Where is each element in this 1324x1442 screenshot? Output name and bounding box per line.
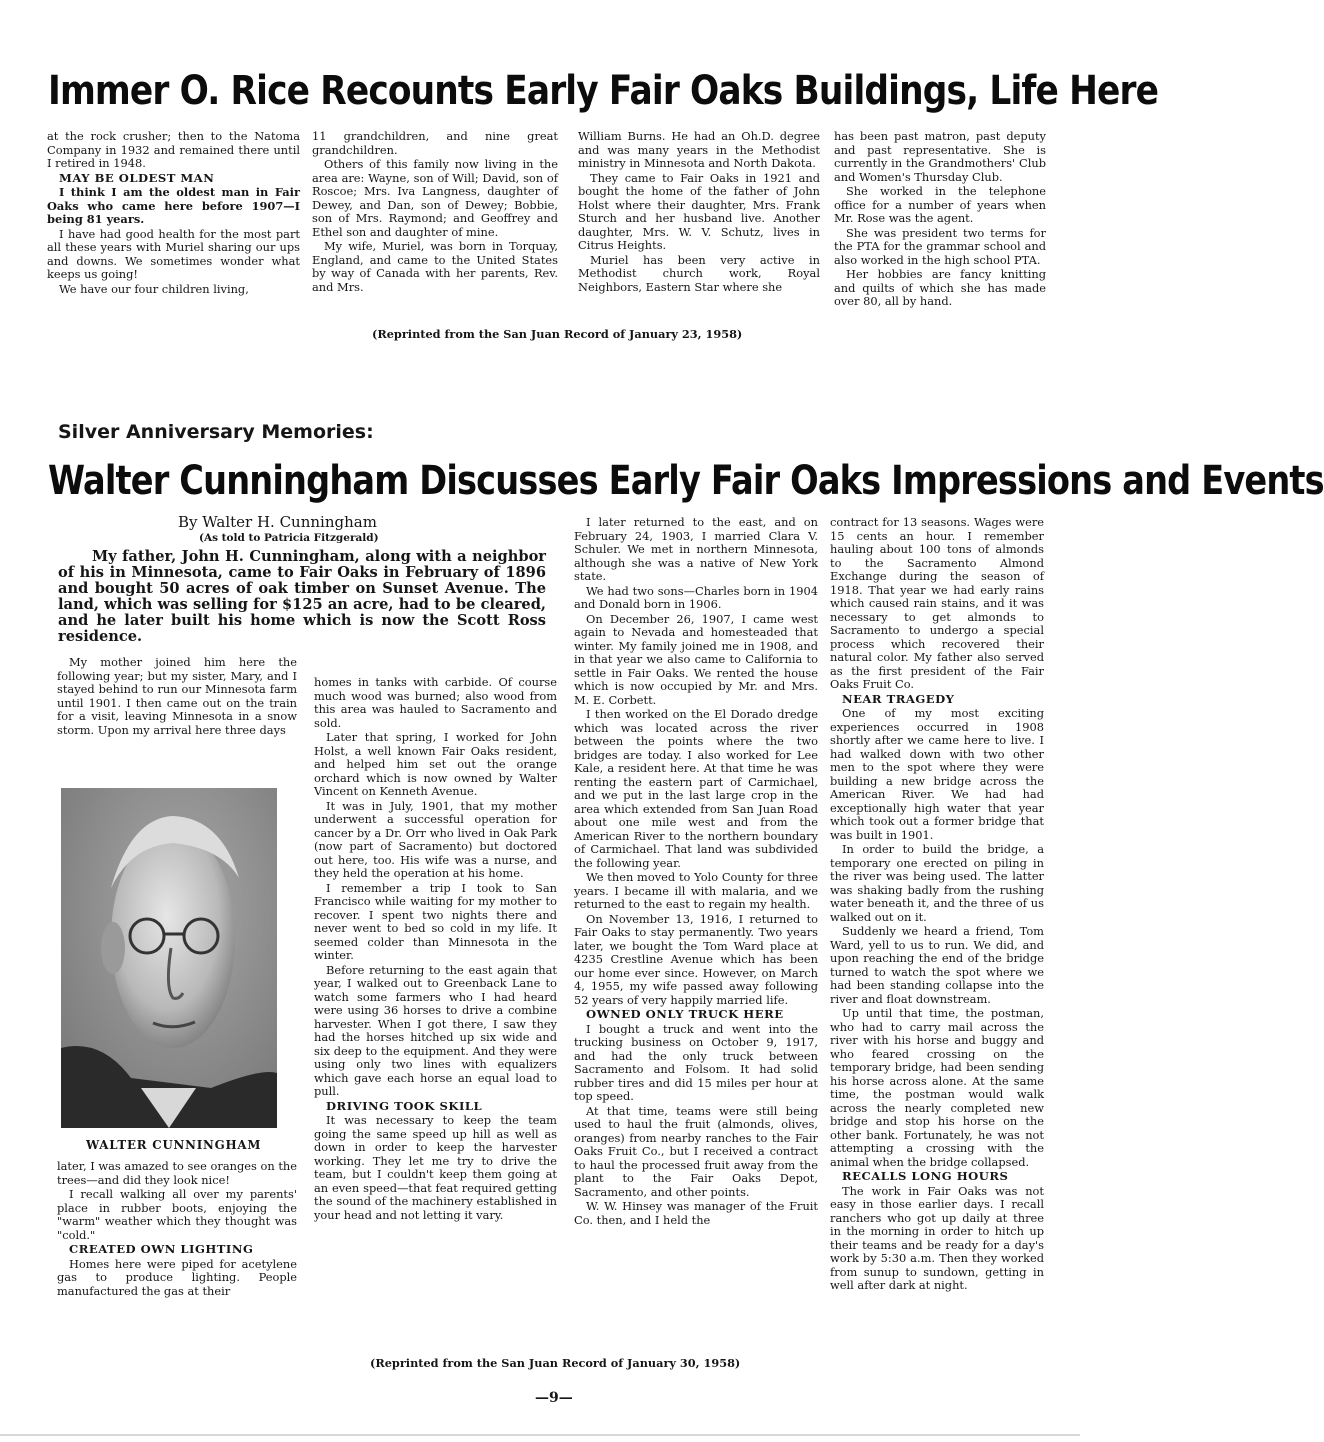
portrait-illustration — [61, 788, 277, 1128]
byline: By Walter H. Cunningham — [178, 513, 377, 531]
paragraph: She worked in the telephone office for a number of years when Mr. Rose was the agent. — [834, 184, 1046, 225]
paragraph: Suddenly we heard a friend, Tom Ward, yell to us to run. We did, and upon reaching the end of the bridge turned to watch the spot where we had been standing collapse into the river and float downstream. — [830, 924, 1044, 1006]
article2-column-2 — [314, 676, 557, 1223]
paragraph: at the rock crusher; then to the Natoma Company in 1932 and remained there until I retired in 1948. — [47, 129, 300, 170]
paragraph: She was president two terms for the PTA for the grammar school and also worked in the high school PTA. — [834, 225, 1046, 267]
paragraph: Before returning to the east again that year, I walked out to Greenback Lane to watch some farmers who I had heard were using 36 horses to drive a combine harvester. When I got there, I saw they had the horses hitched up six wide and six deep to the equipment. And they were using only two lines with equalizers which gave each horse an equal load to pull. — [314, 962, 557, 1098]
paragraph: At that time, teams were still being used to haul the fruit (almonds, olives, oranges) from nearby ranches to the Fair Oaks Fruit Co., but I received a contract to haul the processed fruit away from the plant to the Fair Oaks Depot, Sacramento, and other points. — [574, 1103, 818, 1199]
paragraph: We then moved to Yolo County for three years. I became ill with malaria, and we returned to the east to regain my health. — [574, 870, 818, 911]
subhead: NEAR TRAGEDY — [842, 691, 955, 706]
paragraph: Homes here were piped for acetylene gas to produce lighting. People manufactured the gas at their — [57, 1256, 297, 1298]
paragraph: I recall walking all over my parents' place in rubber boots, enjoying the "warm" weather which they thought was "cold." — [57, 1187, 297, 1242]
paragraph: I later returned to the east, and on February 24, 1903, I married Clara V. Schuler. We met in northern Minnesota, although she was a native of New York state. — [574, 515, 818, 583]
article1-column-2 — [312, 130, 558, 295]
paragraph: I remember a trip I took to San Francisco while waiting for my mother to recover. I spent two nights there and never went to bed so cold in my life. It seemed colder than Minnesota in the winter. — [314, 880, 557, 962]
scan-edge-divider — [0, 1434, 1080, 1436]
subhead: OWNED ONLY TRUCK HERE — [586, 1007, 784, 1021]
subhead: CREATED OWN LIGHTING — [69, 1242, 254, 1256]
article1-reprint-credit: (Reprinted from the San Juan Record of January 23, 1958) — [372, 327, 743, 341]
paragraph: later, I was amazed to see oranges on the trees—and did they look nice! — [57, 1159, 297, 1187]
article1-headline: Immer O. Rice Recounts Early Fair Oaks Buildings, Life Here — [48, 68, 1159, 114]
paragraph: In order to build the bridge, a temporary one erected on piling in the river was being used. The latter was shaking badly from the rushing water beneath it, and the three of us walked out on it. — [830, 842, 1044, 924]
paragraph: contract for 13 seasons. Wages were 15 cents an hour. I remember hauling about 100 tons of almonds to the Sacramento Almond Exchange during the season of 1918. That year we had early rains which caused rain stains, and it was necessary to get almonds to Sacramento to undergo a special process which recovered their natural color. My father also served as the first president of the Fair Oaks Fruit Co. — [830, 515, 1044, 691]
paragraph: Later that spring, I worked for John Holst, a well known Fair Oaks resident, and helped him set out the orange orchard which is now owned by Walter Vincent on Kenneth Avenue. — [314, 730, 557, 798]
page-number: —9— — [535, 1390, 573, 1406]
article2-kicker: Silver Anniversary Memories: — [58, 421, 374, 443]
article2-reprint-credit: (Reprinted from the San Juan Record of January 30, 1958) — [370, 1356, 741, 1370]
paragraph: W. W. Hinsey was manager of the Fruit Co. then, and I held the — [574, 1199, 818, 1227]
paragraph: has been past matron, past deputy and past representative. She is currently in the Grandmothers' Club and Women's Thursday Club. — [834, 129, 1046, 184]
paragraph: 11 grandchildren, and nine great grandchildren. — [312, 129, 558, 157]
paragraph: Others of this family now living in the area are: Wayne, son of Will; David, son of Roscoe; Mrs. Iva Langness, daughter of Dewey, and Dan, son of Dewey; Bobbie, son of Mrs. Raymond; and Geoffrey and Ethel son and daughter of mine. — [312, 157, 558, 239]
paragraph: Muriel has been very active in Methodist church work, Royal Neighbors, Eastern Star where she — [578, 252, 820, 294]
article2-column-4 — [830, 516, 1044, 1294]
paragraph: Her hobbies are fancy knitting and quilts of which she has made over 80, all by hand. — [834, 267, 1046, 308]
paragraph: On November 13, 1916, I returned to Fair Oaks to stay permanently. Two years later, we bought the Tom Ward place at 4235 Crestline Avenue which has been our home ever since. However, on March 4, 1955, my wife passed away following 52 years of very happily married life. — [574, 911, 818, 1007]
paragraph: It was in July, 1901, that my mother underwent a successful operation for cancer by a Dr. Orr who lived in Oak Park (now part of Sacramento) but doctored out here, too. His wife was a nurse, and they held the operation at his home. — [314, 798, 557, 880]
paragraph: It was necessary to keep the team going the same speed up hill as well as down in order to keep the harvester working. They let me try to drive the team, but I couldn't keep them going at an even speed—that feat required getting the sound of the machinery established in your head and not letting it vary. — [314, 1113, 557, 1222]
paragraph: I bought a truck and went into the trucking business on October 9, 1917, and had the only truck between Sacramento and Folsom. It had solid rubber tires and did 15 miles per hour at top speed. — [574, 1021, 818, 1103]
paragraph: One of my most exciting experiences occurred in 1908 shortly after we came here to live. I had walked down with two other men to the spot where they were building a new bridge across the American River. We had had exceptionally high water that year which took out a former bridge that was built in 1901. — [830, 706, 1044, 842]
photo-caption: WALTER CUNNINGHAM — [86, 1138, 262, 1152]
paragraph: We have our four children living, — [59, 281, 249, 296]
paragraph: My mother joined him here the following year; but my sister, Mary, and I stayed behind to run our Minnesota farm until 1901. I then came out on the train for a visit, leaving Minnesota in a snow storm. Upon my arrival here three days — [57, 655, 297, 737]
article1-column-3 — [578, 130, 820, 295]
paragraph: On December 26, 1907, I came west again to Nevada and homesteaded that winter. My family joined me in 1908, and in that year we also came to California to settle in Fair Oaks. We rented the house which is now occupied by Mr. and Mrs. M. E. Corbett. — [574, 611, 818, 707]
article1-column-4 — [834, 130, 1046, 310]
subhead: DRIVING TOOK SKILL — [326, 1098, 483, 1113]
paragraph: Up until that time, the postman, who had to carry mail across the river with his horse and buggy and who feared crossing on the temporary bridge, had been sending his horse across alone. At the same time, the postman would walk across the nearly completed new bridge and stop his horse on the other bank. Fortunately, he was not attempting a crossing with the animal when the bridge collapsed. — [830, 1006, 1044, 1169]
subhead: RECALLS LONG HOURS — [842, 1169, 1009, 1183]
paragraph: The work in Fair Oaks was not easy in those earlier days. I recall ranchers who got up daily at three in the morning in order to hitch up their teams and be ready for a day's work by 5:30 a.m. Then they worked from sunup to sundown, getting in well after dark at night. — [830, 1183, 1044, 1292]
paragraph: homes in tanks with carbide. Of course much wood was burned; also wood from this area was hauled to Sacramento and sold. — [314, 675, 557, 730]
paragraph: I then worked on the El Dorado dredge which was located across the river between the points where the two bridges are today. I also worked for Lee Kale, a resident here. At that time he was renting the eastern part of Carmichael, and we put in the last large crop in the area which extended from San Juan Road about one mile west and from the American River to the northern boundary of Carmichael. That land was subdivided the following year. — [574, 707, 818, 870]
paragraph: My wife, Muriel, was born in Torquay, England, and came to the United States by way of Canada with her parents, Rev. and Mrs. — [312, 239, 558, 294]
portrait-photo — [61, 788, 277, 1128]
lead-text: My father, John H. Cunningham, along with a neighbor of his in Minnesota, came to Fair Oaks in February of 1896 and bought 50 acres of oak timber on Sunset Avenue. The land, which was selling for $125 an acre, had to be cleared, and he later built his home which is now the Scott Ross residence. — [58, 548, 546, 645]
paragraph: We had two sons—Charles born in 1904 and Donald born in 1906. — [574, 583, 818, 611]
as-told-credit: (As told to Patricia Fitzgerald) — [199, 532, 379, 544]
paragraph: They came to Fair Oaks in 1921 and bought the home of the father of John Holst where their daughter, Mrs. Frank Sturch and her husband live. Another daughter, Mrs. W. V. Schutz, lives in Citrus Heights. — [578, 170, 820, 252]
article2-headline: Walter Cunningham Discusses Early Fair Oaks Impressions and Events — [48, 458, 1324, 504]
article2-lead-paragraph — [58, 549, 546, 645]
article2-column-1-bottom — [57, 1160, 297, 1299]
paragraph: I have had good health for the most part all these years with Muriel sharing our ups and downs. We sometimes wonder what keeps us going! — [47, 226, 300, 281]
article2-column-1-top — [57, 656, 297, 738]
paragraph: I think I am the oldest man in Fair Oaks who came here before 1907—I being 81 years. — [47, 185, 300, 226]
paragraph: William Burns. He had an Oh.D. degree and was many years in the Methodist ministry in Minnesota and North Dakota. — [578, 129, 820, 170]
article1-column-1 — [47, 130, 300, 297]
article2-column-3 — [574, 516, 818, 1228]
subhead: MAY BE OLDEST MAN — [59, 170, 215, 185]
